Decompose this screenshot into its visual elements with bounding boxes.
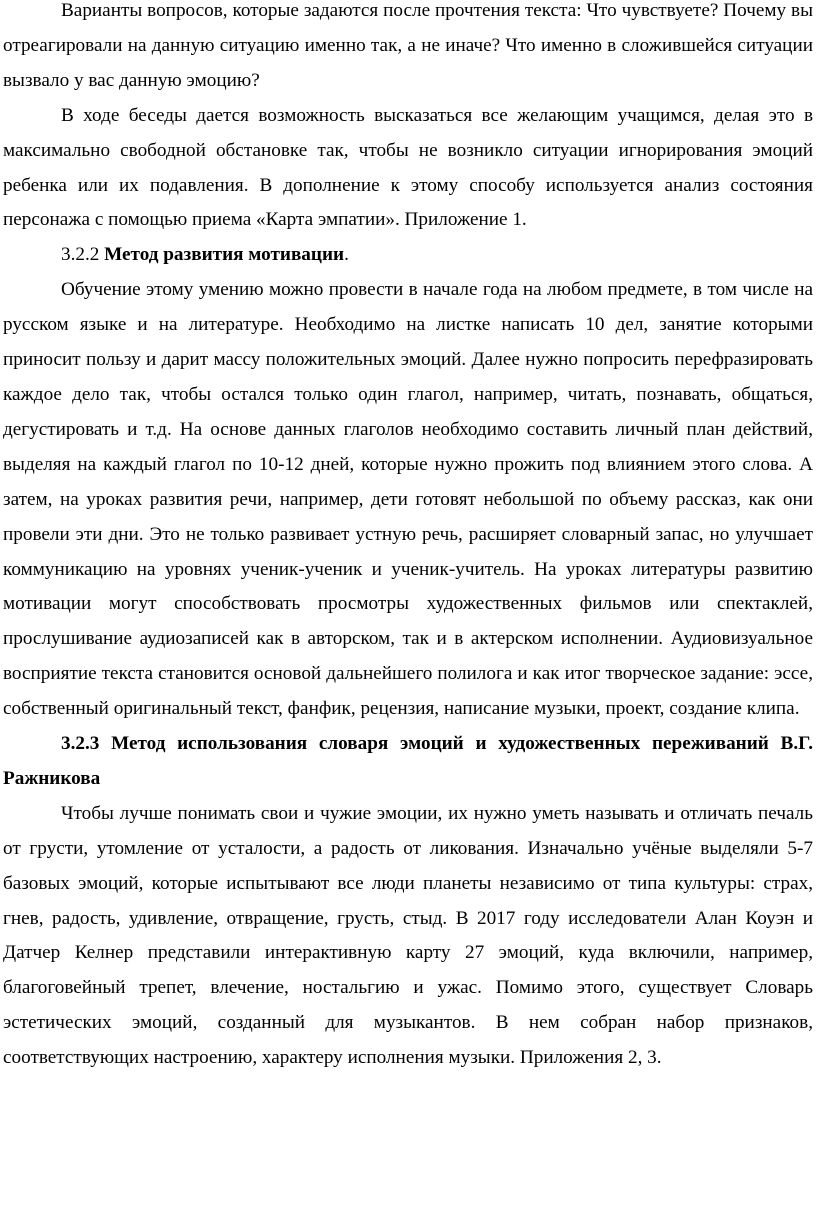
section-heading-3-2-3: 3.2.3 Метод использования словаря эмоций и художественных переживаний В.Г. Ражникова: [3, 733, 813, 789]
section-heading-3-2-2: [3, 238, 813, 273]
paragraph-motivation: Обучение этому умению можно провести в начале года на любом предмете, в том числе на русском языке и на литературе. Необходимо на листке написать 10 дел, занятие которыми приносит пользу и дарит массу положительных эмоций. Далее нужно попросить перефразировать каждое дело так, чтобы остался только один глагол, например, читать, познавать, общаться, дегустировать и т.д. На основе данных глаголов необходимо составить личный план действий, выделяя на каждый глагол по 10-12 дней, которые нужно прожить под влиянием этого слова. А затем, на уроках развития речи, например, дети готовят небольшой по объему рассказ, как они провели эти дни. Это не только развивает устную речь, расширяет словарный запас, но улучшает коммуникацию на уровнях ученик-ученик и ученик-учитель. На уроках литературы развитию мотивации могут способствовать просмотры художественных фильмов или спектаклей, прослушивание аудиозаписей как в авторском, так и в актерском исполнении. Аудиовизуальное восприятие текста становится основой дальнейшего полилога и как итог творческое задание: эссе, собственный оригинальный текст, фанфик, рецензия, написание музыки, проект, создание клипа.: [3, 279, 813, 720]
paragraph-discussion: В ходе беседы дается возможность высказаться все желающим учащимся, делая это в максимально свободной обстановке так, чтобы не возникло ситуации игнорирования эмоций ребенка или их подавления. В дополнение к этому способу используется анализ состояния персонажа с помощью приема «Карта эмпатии». Приложение 1.: [3, 104, 813, 231]
section-title: Метод развития мотивации: [104, 244, 345, 266]
paragraph-questions: Варианты вопросов, которые задаются после прочтения текста: Что чувствуете? Почему вы отреагировали на данную ситуацию именно так, а не иначе? Что именно в сложившейся ситуации вызвало у вас данную эмоцию?: [3, 0, 813, 91]
section-title-period: .: [344, 244, 349, 266]
section-number: 3.2.2: [61, 244, 105, 266]
paragraph-emotions-dictionary: Чтобы лучше понимать свои и чужие эмоции, их нужно уметь называть и отличать печаль от грусти, утомление от усталости, а радость от ликования. Изначально учёные выделяли 5-7 базовых эмоций, которые испытывают все люди планеты независимо от типа культуры: страх, гнев, радость, удивление, отвращение, грусть, стыд. В 2017 году исследователи Алан Коуэн и Датчер Келнер представили интерактивную карту 27 эмоций, куда включили, например, благоговейный трепет, влечение, ностальгию и ужас. Помимо этого, существует Словарь эстетических эмоций, созданный для музыкантов. В нем собран набор признаков, соответствующих настроению, характеру исполнения музыки. Приложения 2, 3.: [3, 802, 813, 1069]
